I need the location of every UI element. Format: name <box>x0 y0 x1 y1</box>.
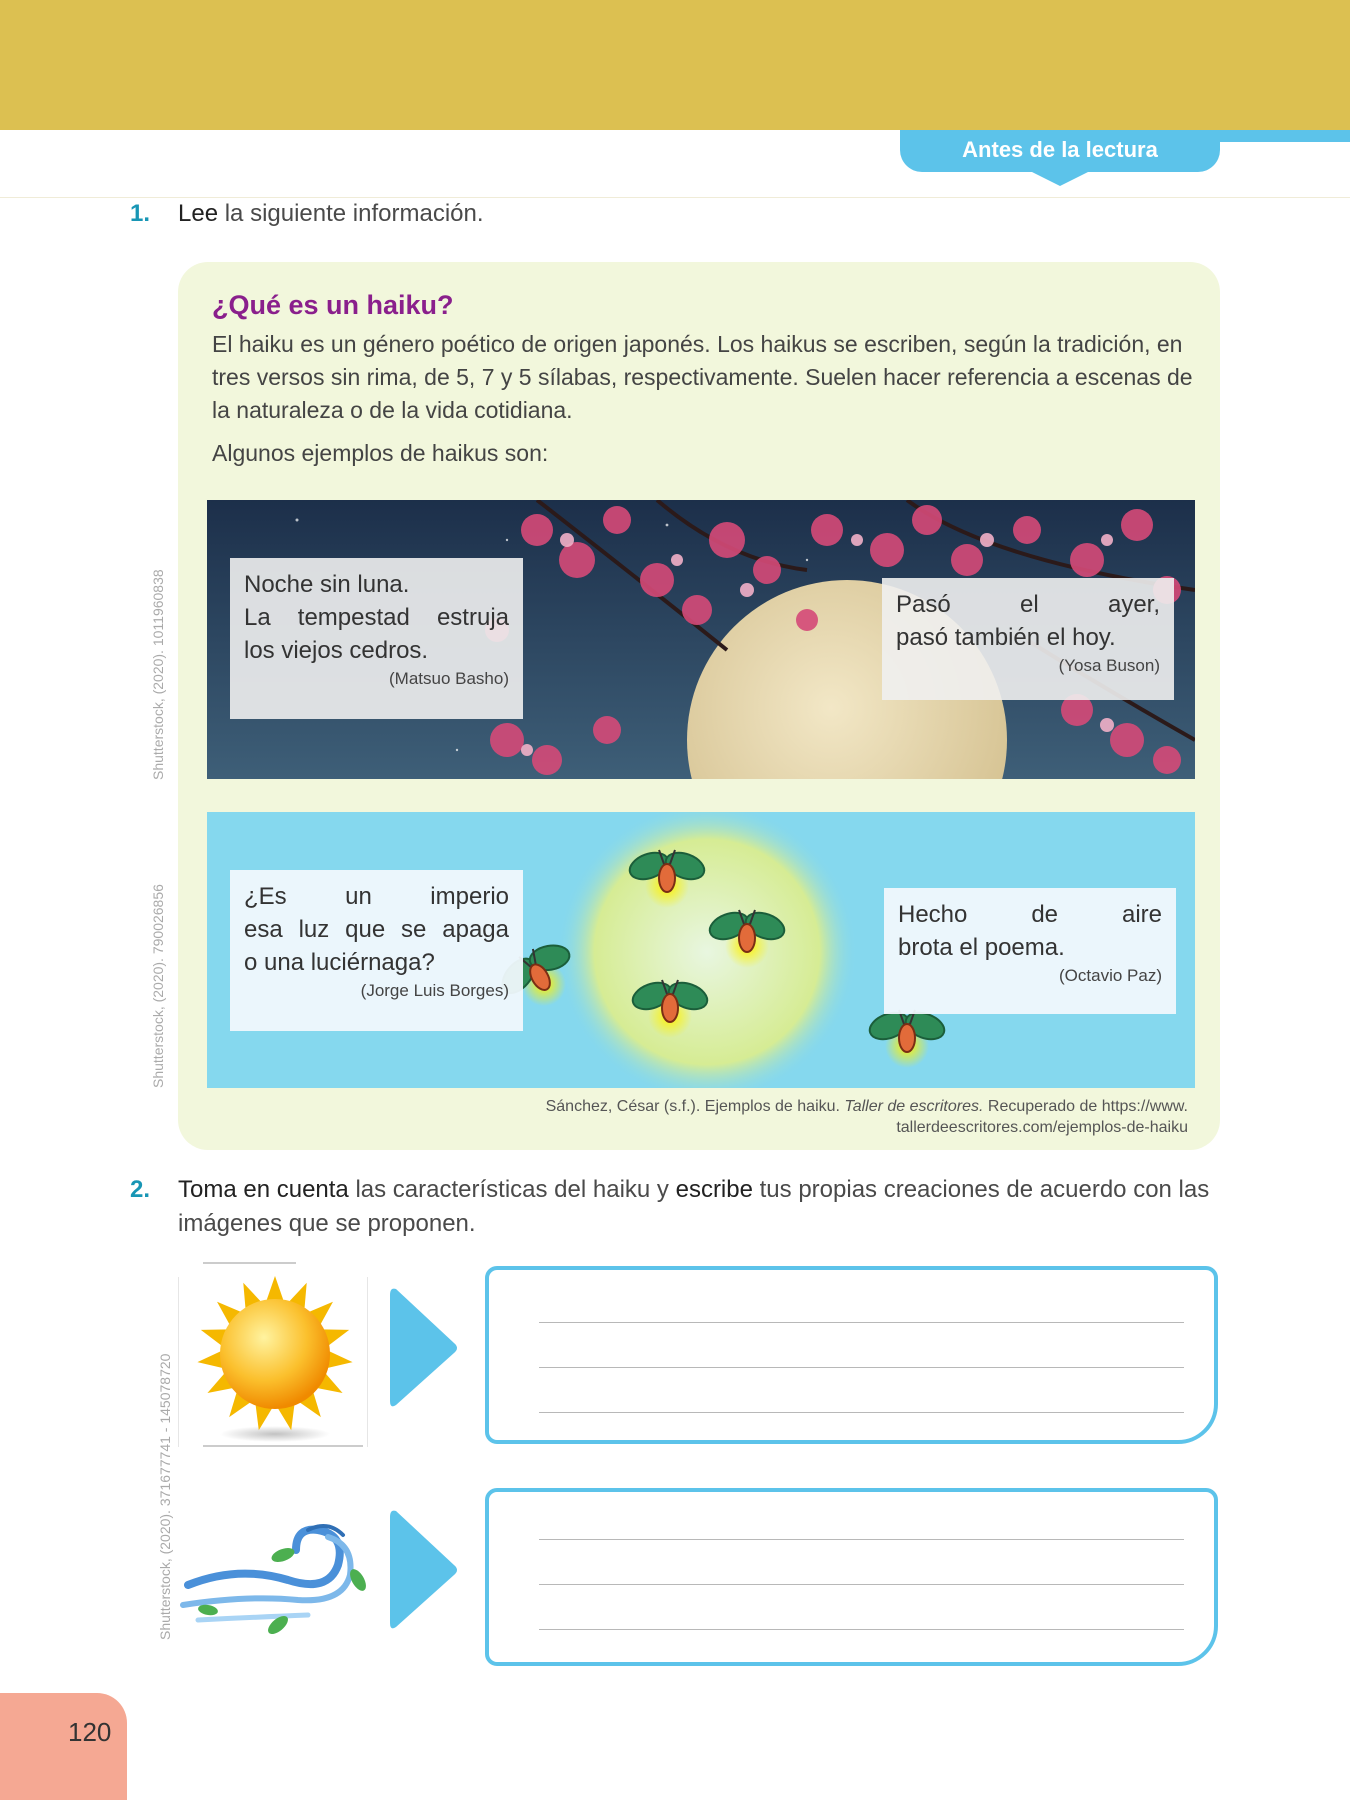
moon-blossom-image <box>207 500 1195 779</box>
haiku-card-borges <box>230 870 523 1031</box>
haiku-line: Hecho de aire <box>898 901 1162 928</box>
writing-line <box>539 1412 1184 1413</box>
haiku-author: (Jorge Luis Borges) <box>360 981 509 1000</box>
writing-line <box>539 1539 1184 1540</box>
citation-italic: Taller de escritores. <box>844 1098 984 1115</box>
section-tab <box>900 130 1220 172</box>
haiku-author: (Yosa Buson) <box>1058 656 1160 675</box>
haiku-author: (Octavio Paz) <box>1059 966 1162 985</box>
haiku-line: La tempestad estruja <box>244 604 509 631</box>
citation <box>500 1096 1188 1138</box>
haiku-card-buson <box>882 578 1174 700</box>
writing-line <box>539 1584 1184 1585</box>
haiku-line: Noche sin luna. <box>244 571 410 598</box>
question-1-verb: Lee <box>178 200 219 227</box>
citation-part1: Sánchez, César (s.f.). Ejemplos de haiku. <box>545 1098 845 1115</box>
question-1-text <box>178 197 484 231</box>
haiku-line: brota el poema. <box>898 934 1065 961</box>
image-credit-3: Shutterstock, (2020). 371677741 - 145078720 <box>157 1353 173 1640</box>
question-2-bold-1: Toma en cuenta <box>178 1176 349 1203</box>
citation-line2: tallerdeescritores.com/ejemplos-de-haiku <box>896 1119 1188 1136</box>
haiku-line: ¿Es un imperio <box>244 883 509 910</box>
question-2-line-2: imágenes que se proponen. <box>178 1210 476 1237</box>
writing-line <box>539 1629 1184 1630</box>
page-number: 120 <box>68 1717 112 1747</box>
arrow-icon <box>390 1285 460 1411</box>
question-2-text-1: las características del haiku y <box>348 1176 676 1203</box>
writing-line <box>539 1367 1184 1368</box>
haiku-line: o una luciérnaga? <box>244 949 435 976</box>
examples-intro: Algunos ejemplos de haikus son: <box>212 440 549 466</box>
fireflies-image <box>207 812 1195 1088</box>
haiku-line: Pasó el ayer, <box>896 591 1160 618</box>
sun-icon <box>178 1262 368 1447</box>
question-2-number: 2. <box>130 1176 151 1203</box>
haiku-line: esa luz que se apaga <box>244 916 509 943</box>
writing-line <box>539 1322 1184 1323</box>
haiku-line: pasó también el hoy. <box>896 624 1116 651</box>
haiku-answer-box-wind[interactable] <box>485 1488 1218 1666</box>
question-2-bold-2: escribe <box>675 1176 753 1203</box>
haiku-author: (Matsuo Basho) <box>389 669 509 688</box>
question-2-text-2: tus propias creaciones de acuerdo con las <box>752 1176 1210 1203</box>
haiku-card-paz <box>884 888 1176 1014</box>
section-line <box>1220 130 1350 142</box>
section-label: Antes de la lectura <box>962 137 1158 162</box>
sun-image <box>178 1262 368 1447</box>
image-credit-1: Shutterstock, (2020). 1011960838 <box>150 569 166 780</box>
info-paragraph: El haiku es un género poético de origen japonés. Los haikus se escriben, según la tradición, en tres versos sin rima, de 5, 7 y 5 sílabas, respectivamente. Suelen hacer referencia a escenas de la naturaleza o de la vida cotidiana. <box>212 331 1193 423</box>
question-1-number: 1. <box>130 200 151 227</box>
wind-image <box>178 1505 378 1655</box>
image-credit-2: Shutterstock, (2020). 790026856 <box>150 884 166 1088</box>
citation-part2: Recuperado de https://www. <box>983 1098 1188 1115</box>
haiku-card-basho <box>230 558 523 719</box>
question-2-text <box>178 1173 1218 1241</box>
info-title: ¿Qué es un haiku? <box>212 290 454 320</box>
arrow-icon <box>390 1507 460 1633</box>
page-number-tab <box>0 1693 127 1800</box>
question-1-rest: la siguiente información. <box>218 200 484 227</box>
header-band <box>0 0 1350 130</box>
haiku-answer-box-sun[interactable] <box>485 1266 1218 1444</box>
haiku-line: los viejos cedros. <box>244 637 429 664</box>
wind-icon <box>178 1505 378 1655</box>
